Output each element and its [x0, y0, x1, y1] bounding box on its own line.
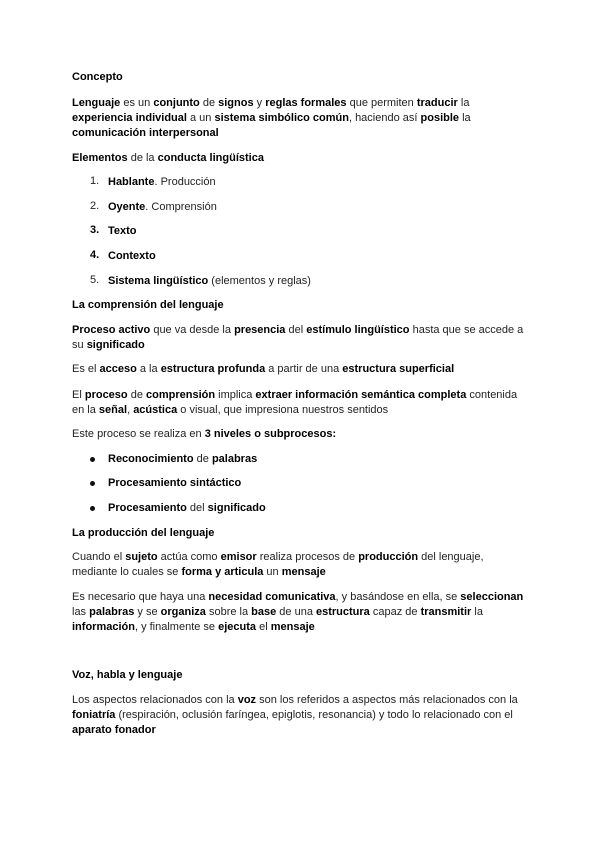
bold-text: voz	[237, 694, 257, 706]
bold-text: Procesamiento	[108, 502, 187, 514]
text: que permiten	[346, 97, 417, 109]
text-line	[108, 249, 156, 264]
text: de	[127, 389, 146, 401]
text: la	[459, 112, 471, 124]
section-heading	[72, 526, 214, 541]
text: Cuando el	[72, 551, 126, 563]
text-line	[72, 526, 214, 541]
list-number: 3.	[90, 224, 100, 236]
bold-text: base	[251, 606, 277, 618]
text: Es el	[72, 363, 100, 375]
text-line	[72, 70, 123, 85]
bold-text: sujeto	[125, 551, 158, 563]
text: el	[256, 621, 271, 633]
bold-text: experiencia individual	[72, 112, 187, 124]
bold-text: Elementos	[72, 152, 128, 164]
text-line	[72, 550, 484, 565]
bold-text: Reconocimiento	[108, 453, 194, 465]
text: del lenguaje,	[418, 551, 484, 563]
text: a un	[186, 112, 215, 124]
bold-text: organiza	[160, 606, 206, 618]
paragraph	[72, 151, 264, 166]
bold-text: forma y articula	[181, 566, 264, 578]
text: que va desde la	[150, 324, 235, 336]
bold-text: palabras	[89, 606, 135, 618]
text-line	[72, 693, 518, 708]
text-line	[108, 200, 217, 215]
bold-text: ejecuta	[218, 621, 257, 633]
bold-text: posible	[420, 112, 460, 124]
text: las	[72, 606, 90, 618]
text: . Producción	[154, 176, 216, 188]
bullet-icon	[90, 506, 95, 511]
text-line	[72, 151, 264, 166]
list-number: 1.	[90, 175, 100, 187]
bold-text: señal	[98, 404, 128, 416]
list-number: 5.	[90, 274, 100, 286]
text: de una	[276, 606, 316, 618]
section-heading	[72, 298, 224, 313]
text-line	[108, 274, 311, 289]
text-line	[72, 620, 523, 635]
text: Los aspectos relacionados con la	[72, 694, 238, 706]
bold-text: conjunto	[153, 97, 200, 109]
text-line	[108, 175, 216, 190]
text: , y finalmente se	[134, 621, 219, 633]
section-heading	[72, 70, 123, 85]
bold-text: producción	[358, 551, 419, 563]
bold-text: mensaje	[281, 566, 326, 578]
text: . Comprensión	[145, 201, 217, 213]
text: ,	[127, 404, 134, 416]
text: contenida	[466, 389, 518, 401]
text-line	[72, 323, 523, 338]
text-line	[72, 708, 518, 723]
text: o visual, que impresiona nuestros sentidos	[177, 404, 389, 416]
section-heading	[72, 668, 182, 683]
bold-text: información	[72, 621, 135, 633]
bold-text: emisor	[220, 551, 257, 563]
text-line	[108, 452, 257, 467]
text: hasta que se accede a	[409, 324, 524, 336]
text: Es necesario que haya una	[72, 591, 209, 603]
paragraph	[72, 427, 336, 442]
text-line	[72, 605, 523, 620]
text: , haciendo así	[348, 112, 421, 124]
bold-text: acceso	[99, 363, 137, 375]
bold-text: Contexto	[108, 250, 156, 262]
bold-text: aparato fonador	[72, 724, 156, 736]
bold-text: Voz, habla y lenguaje	[72, 669, 183, 681]
bullet-icon	[90, 481, 95, 486]
list-bullet	[90, 476, 106, 489]
bold-text: palabras	[211, 453, 258, 465]
text: , y basándose en ella, se	[335, 591, 461, 603]
bold-text: traducir	[416, 97, 458, 109]
list-bullet	[90, 501, 106, 514]
bold-text: Sistema lingüístico	[108, 275, 209, 287]
bold-text: La producción del lenguaje	[72, 527, 215, 539]
paragraph	[72, 550, 484, 580]
text: es un	[120, 97, 154, 109]
bold-text: reglas formales	[265, 97, 347, 109]
text: a partir de una	[265, 363, 343, 375]
bold-text: Hablante	[108, 176, 155, 188]
bold-text: proceso	[84, 389, 128, 401]
bold-text: extraer información semántica completa	[255, 389, 467, 401]
text: (elementos y reglas)	[208, 275, 311, 287]
text-line	[72, 403, 517, 418]
bold-text: estructura profunda	[160, 363, 266, 375]
text-line	[72, 388, 517, 403]
text: y se	[134, 606, 161, 618]
text-line	[72, 362, 454, 377]
text: de	[199, 97, 219, 109]
bold-text: estructura	[316, 606, 370, 618]
text: a la	[136, 363, 161, 375]
text-line	[72, 338, 523, 353]
bold-text: Procesamiento sintáctico	[108, 477, 242, 489]
text: El	[72, 389, 85, 401]
paragraph	[72, 96, 471, 141]
bold-text: seleccionan	[460, 591, 524, 603]
text: Este proceso se realiza en	[72, 428, 205, 440]
text: la	[471, 606, 483, 618]
bold-text: La comprensión del lenguaje	[72, 299, 224, 311]
bold-text: significado	[207, 502, 266, 514]
paragraph	[72, 388, 517, 418]
bold-text: sistema simbólico común	[214, 112, 349, 124]
bold-text: necesidad comunicativa	[208, 591, 336, 603]
text: realiza procesos de	[256, 551, 359, 563]
paragraph	[72, 693, 518, 738]
list-bullet	[90, 452, 106, 465]
text: del	[186, 502, 208, 514]
text: y	[253, 97, 266, 109]
text-line	[108, 476, 241, 491]
list-number: 4.	[90, 249, 100, 261]
text: implica	[215, 389, 256, 401]
list-number: 2.	[90, 200, 100, 212]
bold-text: conducta lingüística	[157, 152, 264, 164]
bold-text: presencia	[234, 324, 286, 336]
bold-text: mensaje	[270, 621, 315, 633]
text-line	[108, 224, 137, 239]
bold-text: Oyente	[108, 201, 146, 213]
text-line	[72, 111, 471, 126]
bold-text: foniatría	[72, 709, 116, 721]
text: actúa como	[157, 551, 221, 563]
paragraph	[72, 323, 523, 353]
text: de	[193, 453, 212, 465]
bold-text: comunicación interpersonal	[72, 127, 219, 139]
bold-text: signos	[218, 97, 254, 109]
text-line	[72, 298, 224, 313]
bold-text: transmitir	[420, 606, 472, 618]
bold-text: acústica	[133, 404, 178, 416]
text: (respiración, oclusión faríngea, epiglotis, resonancia) y todo lo relacionado con el	[115, 709, 513, 721]
text: su	[72, 339, 87, 351]
text: un	[263, 566, 282, 578]
text-line	[72, 723, 518, 738]
text: la	[457, 97, 470, 109]
bold-text: estímulo lingüístico	[306, 324, 410, 336]
text: en la	[72, 404, 99, 416]
text: del	[285, 324, 307, 336]
bold-text: Concepto	[72, 71, 123, 83]
bold-text: 3 niveles o subprocesos:	[204, 428, 337, 440]
text: capaz de	[369, 606, 421, 618]
bullet-icon	[90, 457, 95, 462]
bold-text: estructura superficial	[342, 363, 455, 375]
text-line	[108, 501, 266, 516]
text-line	[72, 590, 523, 605]
text: de la	[127, 152, 158, 164]
paragraph	[72, 362, 454, 377]
bold-text: Texto	[108, 225, 137, 237]
bold-text: comprensión	[146, 389, 216, 401]
bold-text: Proceso activo	[72, 324, 151, 336]
text-line	[72, 427, 336, 442]
text-line	[72, 126, 471, 141]
text: sobre la	[205, 606, 252, 618]
text-line	[72, 96, 471, 111]
bold-text: significado	[86, 339, 145, 351]
bold-text: Lenguaje	[72, 97, 121, 109]
text-line	[72, 668, 182, 683]
paragraph	[72, 590, 523, 635]
text: son los referidos a aspectos más relacionados con la	[256, 694, 518, 706]
text: mediante lo cuales se	[72, 566, 182, 578]
text-line	[72, 565, 484, 580]
